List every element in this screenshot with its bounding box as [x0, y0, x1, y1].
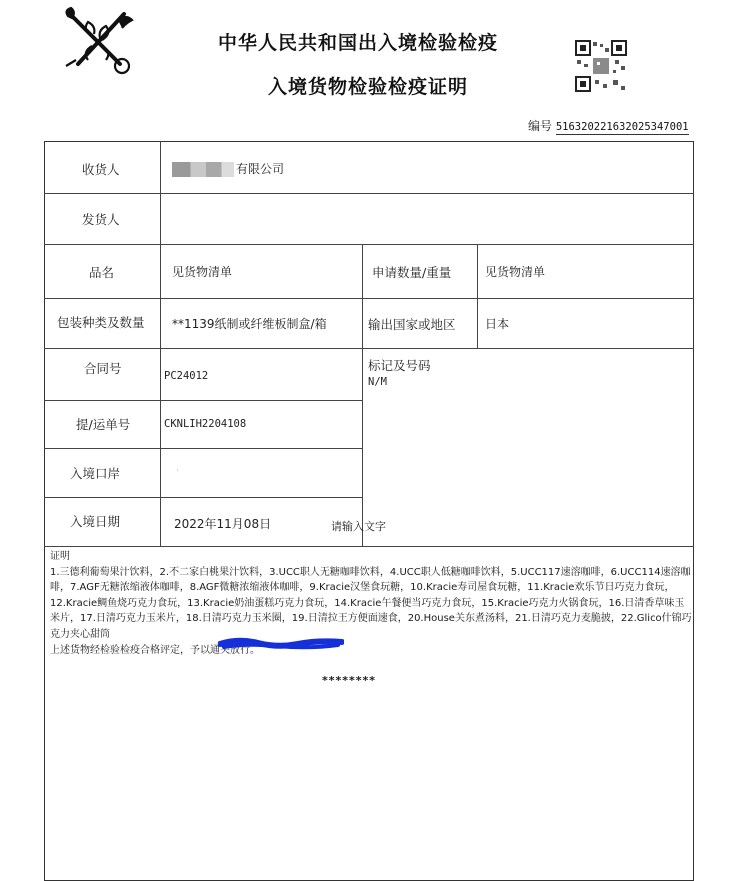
goods-name-value: 见货物清单 — [172, 265, 233, 279]
date-value: 2022年11月08日 — [174, 517, 272, 531]
quantity-value: 见货物清单 — [485, 265, 546, 279]
serial-number-row — [528, 117, 689, 134]
goods-list: 1.三德利葡萄果汁饮料，2.不二家白桃果汁饮料，3.UCC职人无糖咖啡饮料，4.UCC职人低糖咖啡饮料，5.UCC117速溶咖啡，6.UCC114速溶咖啡，7.AGF无糖浓缩液体咖啡，8.AGF微糖浓缩液体咖啡，9.Kracie汉堡食玩糖，10.Kracie寿司屋食玩糖，11.Kracie欢乐节日巧克力食玩，12.Kracie鲷鱼烧巧克力食玩，13.Kracie奶油蛋糕巧克力食玩，14.Kracie午餐便当巧克力食玩，15.Kracie巧克力火锅食玩，16.日清香草味玉米片，17.日清巧克力玉米片，18.日清巧克力玉米圈，19.日清拉王方便面速食，20.House关东煮汤料，21.日清巧克力麦脆披，22.Glico什锦巧克力夹心甜筒 — [50, 566, 692, 640]
redaction-scribble — [218, 635, 344, 651]
consignor-label: 发货人 — [82, 212, 120, 227]
package-label: 包装种类及数量 — [57, 315, 145, 330]
text-input-hint[interactable]: 请输入文字 — [331, 520, 386, 533]
origin-label: 输出国家或地区 — [368, 317, 456, 332]
bill-label: 提/运单号 — [76, 417, 131, 432]
end-mark: ******** — [322, 674, 377, 687]
port-label: 入境口岸 — [70, 466, 121, 481]
origin-value: 日本 — [485, 317, 510, 331]
consignee-value: 有限公司 — [172, 160, 284, 177]
certificate-statement — [50, 549, 692, 658]
package-value: **1139纸制或纤维板制盒/箱 — [172, 317, 327, 331]
contract-value: PC24012 — [164, 370, 209, 382]
certificate-form — [44, 141, 694, 881]
document-subtitle: 入境货物检验检疫证明 — [268, 76, 469, 98]
conclusion-text: 上述货物经检验检疫合格评定，予以通关放行。 — [50, 644, 260, 656]
serial-label: 编号 — [528, 119, 553, 133]
qr-code-icon — [575, 40, 627, 92]
bill-value: CKNLIH2204108 — [164, 418, 247, 430]
marks-value: N/M — [368, 376, 387, 388]
quantity-label: 申请数量/重量 — [372, 265, 452, 280]
consignee-label: 收货人 — [82, 162, 120, 177]
marks-label: 标记及号码 — [368, 358, 431, 373]
date-label: 入境日期 — [70, 514, 121, 529]
customs-emblem-icon — [62, 6, 138, 76]
faint-mark: · — [176, 466, 179, 476]
document-title: 中华人民共和国出入境检验检疫 — [218, 32, 499, 54]
contract-label: 合同号 — [84, 361, 122, 376]
redacted-text — [172, 162, 234, 177]
certificate-heading: 证明 — [50, 551, 70, 562]
serial-number: 5163202216320253470​01 — [555, 121, 689, 133]
goods-name-label: 品名 — [89, 265, 115, 280]
